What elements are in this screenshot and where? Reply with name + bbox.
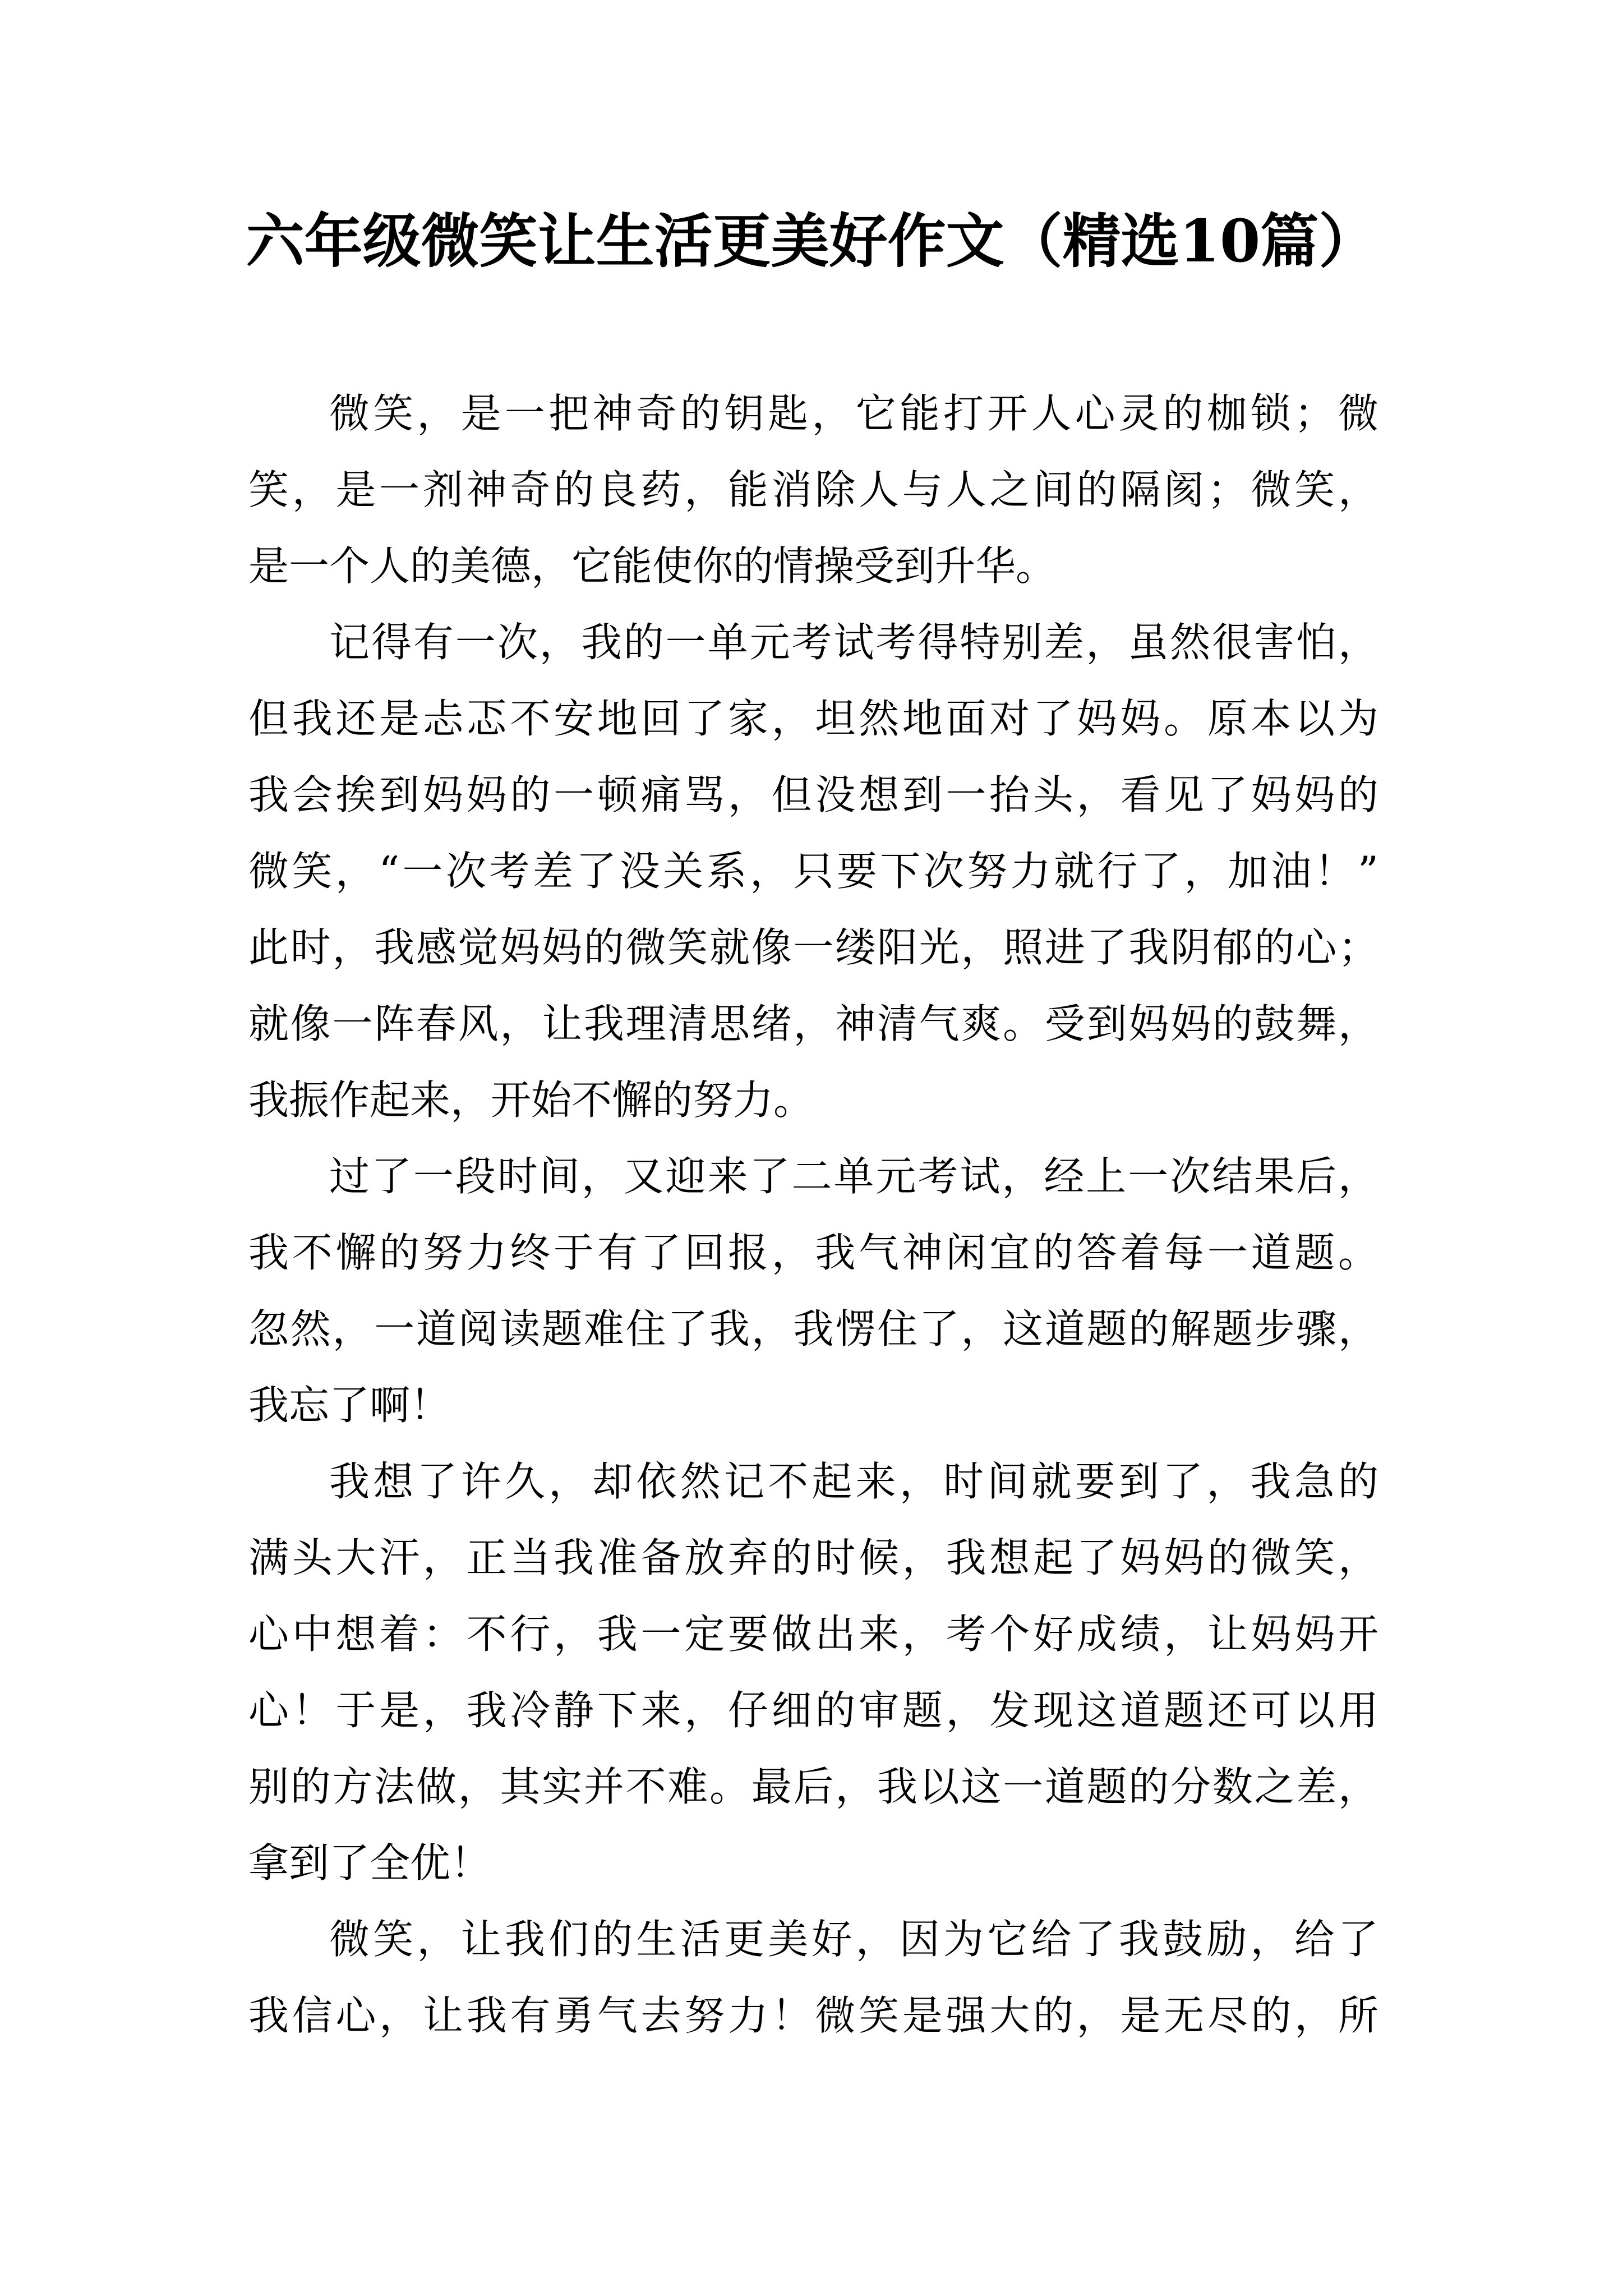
paragraph-1-line-1: 微笑，是一把神奇的钥匙，它能打开人心灵的枷锁；微 xyxy=(329,390,1378,437)
paragraph-2-line-3: 我会挨到妈妈的一顿痛骂，但没想到一抬头，看见了妈妈的 xyxy=(248,771,1378,818)
paragraph-4 xyxy=(248,1443,1378,1901)
paragraph-4-line-3: 心中想着：不行，我一定要做出来，考个好成绩，让妈妈开 xyxy=(248,1611,1378,1658)
paragraph-4-line-5: 别的方法做，其实并不难。最后，我以这一道题的分数之差， xyxy=(248,1763,1378,1810)
paragraph-1 xyxy=(248,375,1378,604)
paragraph-2-line-5: 此时，我感觉妈妈的微笑就像一缕阳光，照进了我阴郁的心； xyxy=(248,924,1378,971)
paragraph-3-line-3: 忽然，一道阅读题难住了我，我愣住了，这道题的解题步骤， xyxy=(248,1305,1378,1352)
paragraph-3-line-4: 我忘了啊！ xyxy=(248,1382,451,1429)
paragraph-1-line-3: 是一个人的美德，它能使你的情操受到升华。 xyxy=(248,542,1057,590)
paragraph-2-line-7: 我振作起来，开始不懈的努力。 xyxy=(248,1076,814,1124)
paragraph-3 xyxy=(248,1138,1378,1443)
paragraph-4-line-2: 满头大汗，正当我准备放弃的时候，我想起了妈妈的微笑， xyxy=(248,1534,1378,1581)
paragraph-1-line-2: 笑，是一剂神奇的良药，能消除人与人之间的隔阂；微笑， xyxy=(248,466,1378,513)
paragraph-2-line-6: 就像一阵春风，让我理清思绪，神清气爽。受到妈妈的鼓舞， xyxy=(248,1000,1378,1047)
paragraph-2-line-4: 微笑，“一次考差了没关系，只要下次努力就行了，加油！” xyxy=(248,848,1378,895)
paragraph-4-line-4: 心！于是，我冷静下来，仔细的审题，发现这道题还可以用 xyxy=(248,1687,1378,1734)
paragraph-3-line-2: 我不懈的努力终于有了回报，我气神闲宜的答着每一道题。 xyxy=(248,1229,1378,1276)
document-body xyxy=(248,375,1378,2054)
paragraph-4-line-1: 我想了许久，却依然记不起来，时间就要到了，我急的 xyxy=(329,1458,1378,1505)
paragraph-4-line-6: 拿到了全优！ xyxy=(248,1839,491,1887)
paragraph-2-line-2: 但我还是忐忑不安地回了家，坦然地面对了妈妈。原本以为 xyxy=(248,695,1378,742)
paragraph-5-line-1: 微笑，让我们的生活更美好，因为它给了我鼓励，给了 xyxy=(329,1916,1378,1963)
paragraph-5-line-2: 我信心，让我有勇气去努力！微笑是强大的，是无尽的，所 xyxy=(248,1992,1378,2039)
paragraph-2-line-1: 记得有一次，我的一单元考试考得特别差，虽然很害怕， xyxy=(329,619,1378,666)
document-title: 六年级微笑让生活更美好作文（精选10篇） xyxy=(246,206,1377,275)
paragraph-3-line-1: 过了一段时间，又迎来了二单元考试，经上一次结果后， xyxy=(329,1153,1378,1200)
paragraph-2 xyxy=(248,604,1378,1138)
paragraph-5 xyxy=(248,1901,1378,2054)
